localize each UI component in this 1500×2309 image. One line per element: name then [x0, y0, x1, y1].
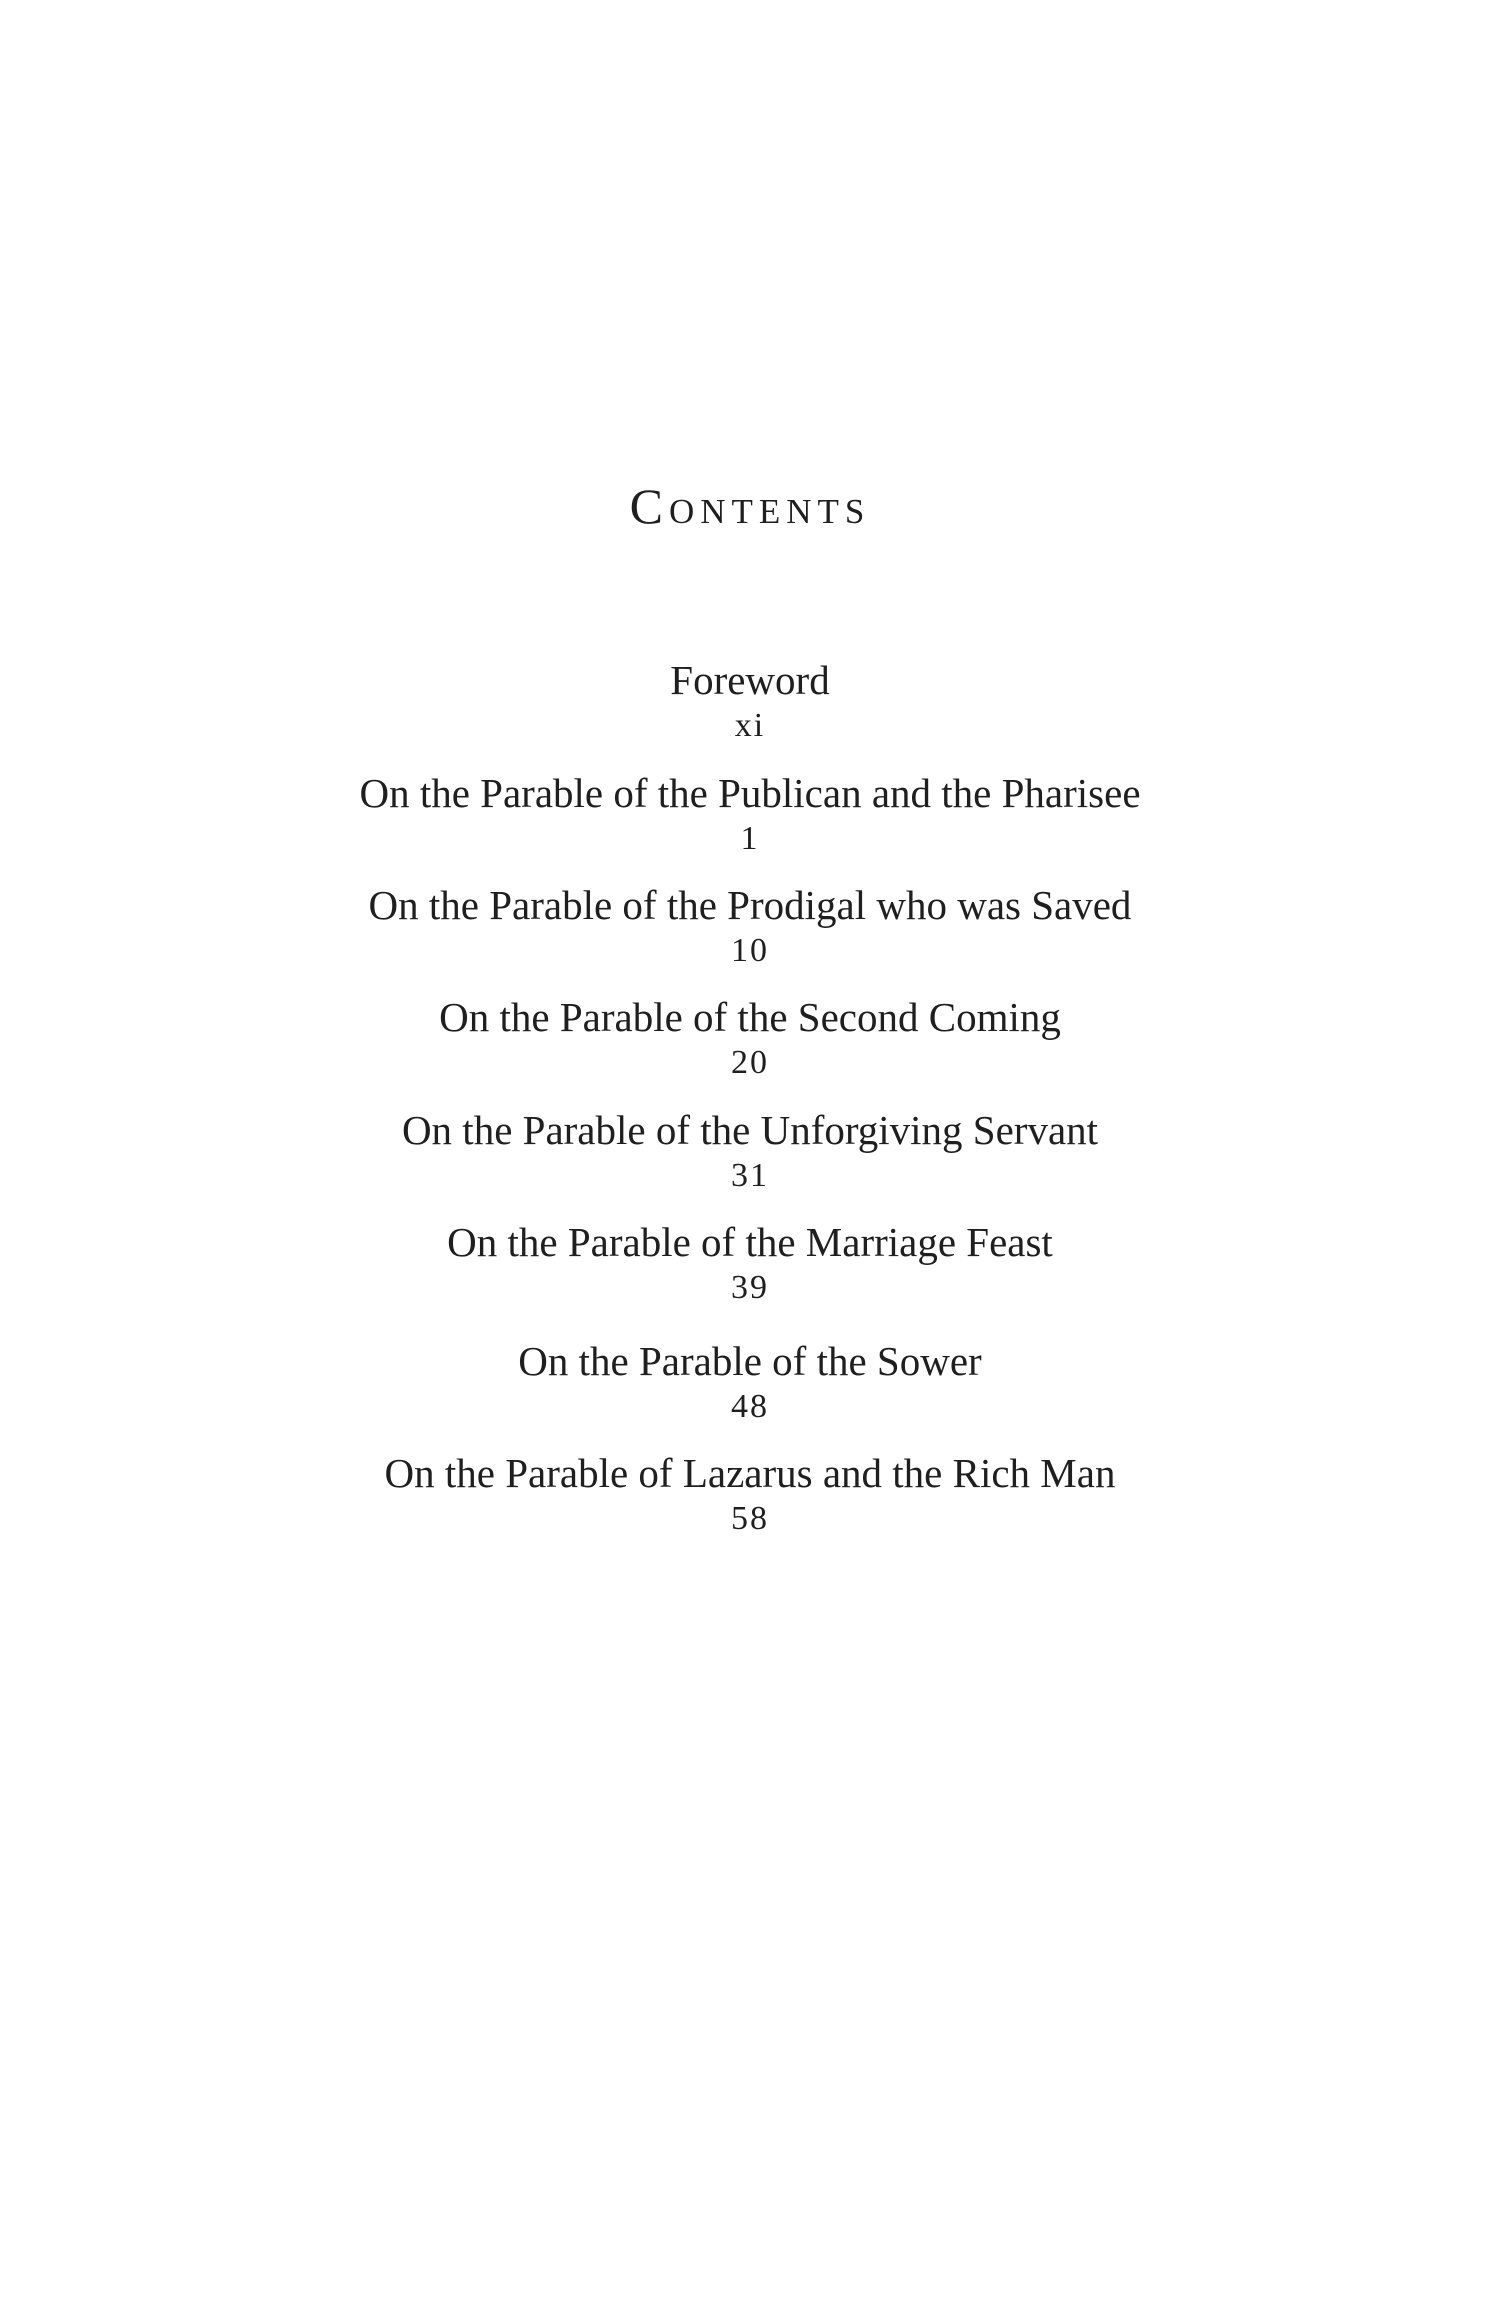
- toc-entry-sower[interactable]: [0, 1336, 1500, 1428]
- toc-entry-page-number: 58: [731, 1500, 769, 1537]
- toc-entry-page-number: 48: [731, 1388, 769, 1425]
- toc-entry-page-number: 39: [731, 1269, 769, 1306]
- toc-entry-marriage-feast[interactable]: [0, 1217, 1500, 1309]
- toc-entry-title: On the Parable of the Publican and the Pharisee: [359, 770, 1141, 816]
- toc-entry-page-number: 1: [740, 820, 760, 857]
- toc-entry-title: On the Parable of the Sower: [518, 1338, 982, 1384]
- toc-entry-page-number: 31: [731, 1157, 769, 1194]
- toc-entry-title: On the Parable of the Marriage Feast: [447, 1219, 1053, 1265]
- toc-entry-page-number: 20: [731, 1044, 769, 1081]
- toc-entry-prodigal[interactable]: [0, 880, 1500, 972]
- toc-entry-title: On the Parable of the Second Coming: [439, 994, 1061, 1040]
- contents-heading: Contents: [629, 478, 871, 534]
- toc-entry-page-number: 10: [731, 932, 769, 969]
- toc-entry-lazarus-and-rich-man[interactable]: [0, 1448, 1500, 1540]
- toc-entry-title: Foreword: [670, 657, 830, 703]
- toc-entry-unforgiving-servant[interactable]: [0, 1105, 1500, 1197]
- toc-entry-title: On the Parable of the Unforgiving Servant: [401, 1107, 1099, 1153]
- toc-entry-title: On the Parable of Lazarus and the Rich Man: [384, 1450, 1116, 1496]
- toc-entry-foreword[interactable]: [0, 655, 1500, 747]
- toc-entry-title: On the Parable of the Prodigal who was Saved: [368, 882, 1132, 928]
- toc-entry-page-number: xi: [734, 707, 766, 744]
- toc-entry-publican-and-pharisee[interactable]: [0, 768, 1500, 860]
- toc-entry-second-coming[interactable]: [0, 992, 1500, 1084]
